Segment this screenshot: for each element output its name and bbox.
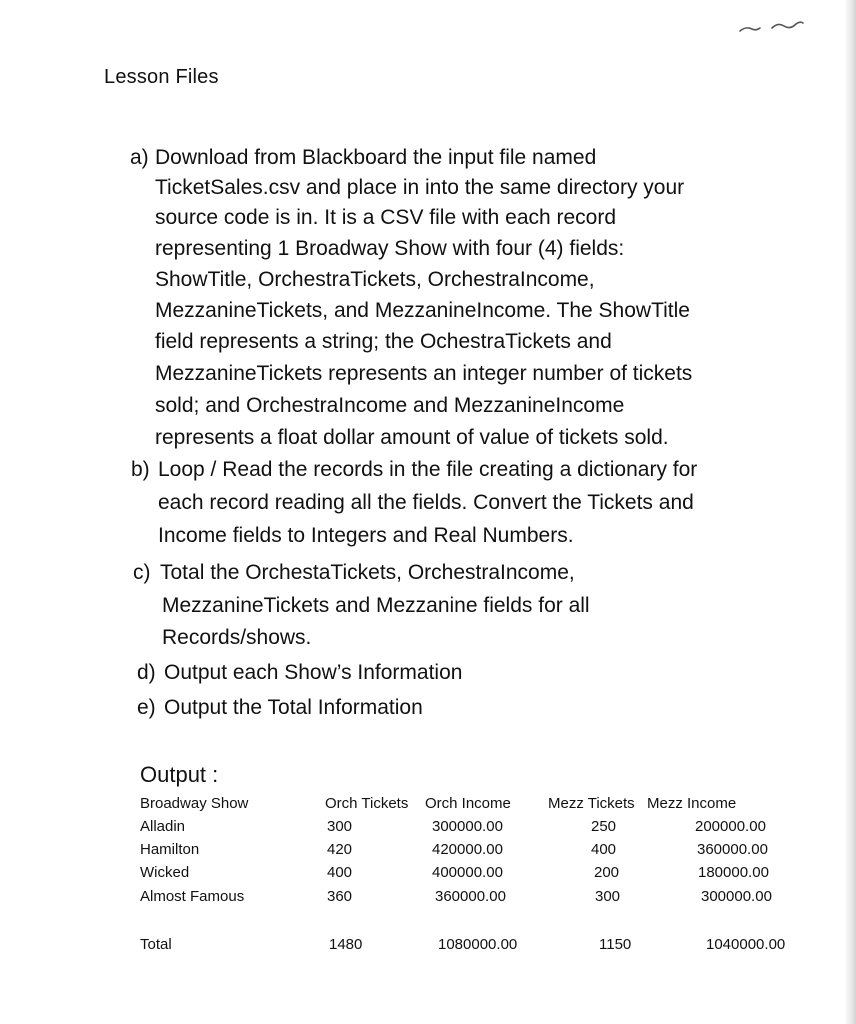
table-cell-orch-tickets: 400 (327, 864, 353, 881)
item-marker: a) (130, 146, 149, 169)
table-cell-orch-income: 420000.00 (432, 841, 503, 858)
item-c-line-3: Records/shows. (162, 626, 312, 649)
page-title: Lesson Files (104, 66, 219, 88)
item-marker: d) (137, 661, 156, 684)
header-show: Broadway Show (140, 795, 249, 812)
table-cell-mezz-tickets: 400 (591, 841, 617, 858)
table-cell-show: Hamilton (140, 841, 200, 858)
output-title: Output : (140, 762, 219, 787)
item-a-line-5: ShowTitle, OrchestraTickets, OrchestraIncome, (155, 268, 595, 291)
total-mezz-income: 1040000.00 (706, 936, 786, 953)
table-cell-mezz-income: 200000.00 (695, 818, 766, 835)
item-b-line-2: each record reading all the fields. Convert the Tickets and (158, 491, 694, 514)
item-a-line-3: source code is in. It is a CSV file with each record (155, 206, 617, 229)
item-a-line-1: Download from Blackboard the input file named (155, 146, 597, 169)
item-c-line-1: Total the OrchestaTickets, OrchestraIncome, (160, 561, 575, 584)
header-orch-income: Orch Income (425, 795, 511, 812)
instruction-item-e (137, 692, 156, 723)
pen-scribble-icon (736, 18, 806, 38)
instruction-item-a (130, 142, 156, 173)
table-cell-orch-income: 300000.00 (432, 818, 503, 835)
total-orch-income: 1080000.00 (438, 936, 518, 953)
item-a-line-8: MezzanineTickets represents an integer number of tickets (155, 362, 693, 385)
table-cell-mezz-tickets: 250 (591, 818, 617, 835)
item-e-line-1: Output the Total Information (164, 696, 423, 719)
table-cell-mezz-income: 180000.00 (698, 864, 769, 881)
item-a-line-9: sold; and OrchestraIncome and MezzanineIncome (155, 394, 625, 417)
instruction-item-b (131, 454, 150, 485)
table-cell-orch-income: 360000.00 (435, 888, 506, 905)
page-edge-shadow (844, 0, 856, 1024)
header-mezz-income: Mezz Income (647, 795, 737, 812)
header-orch-tickets: Orch Tickets (325, 795, 409, 812)
item-marker: e) (137, 696, 156, 719)
table-cell-mezz-income: 360000.00 (697, 841, 768, 858)
total-label: Total (140, 936, 172, 953)
table-cell-show: Wicked (140, 864, 190, 881)
instruction-item-d (137, 657, 156, 688)
item-c-line-2: MezzanineTickets and Mezzanine fields for all (162, 594, 590, 617)
item-marker: b) (131, 458, 150, 481)
total-mezz-tickets: 1150 (599, 936, 632, 953)
total-orch-tickets: 1480 (329, 936, 363, 953)
item-b-line-1: Loop / Read the records in the file creating a dictionary for (158, 458, 698, 481)
item-b-line-3: Income fields to Integers and Real Numbers. (158, 524, 574, 547)
item-a-line-6: MezzanineTickets, and MezzanineIncome. The ShowTitle (155, 299, 690, 322)
table-cell-show: Alladin (140, 818, 186, 835)
table-cell-mezz-income: 300000.00 (701, 888, 772, 905)
header-mezz-tickets: Mezz Tickets (548, 795, 635, 812)
table-cell-show: Almost Famous (140, 888, 245, 905)
table-cell-orch-tickets: 360 (327, 888, 353, 905)
table-cell-orch-tickets: 420 (327, 841, 353, 858)
table-cell-mezz-tickets: 300 (595, 888, 621, 905)
item-a-line-10: represents a float dollar amount of value of tickets sold. (155, 426, 669, 449)
item-d-line-1: Output each Show’s Information (164, 661, 463, 684)
item-a-line-2: TicketSales.csv and place in into the same directory your (155, 176, 685, 199)
table-cell-mezz-tickets: 200 (594, 864, 620, 881)
item-a-line-7: field represents a string; the OchestraTickets and (155, 330, 612, 353)
item-a-line-4: representing 1 Broadway Show with four (4) fields: (155, 237, 625, 260)
item-marker: c) (133, 561, 151, 584)
instruction-item-c (133, 557, 151, 588)
table-cell-orch-income: 400000.00 (432, 864, 503, 881)
table-cell-orch-tickets: 300 (327, 818, 353, 835)
